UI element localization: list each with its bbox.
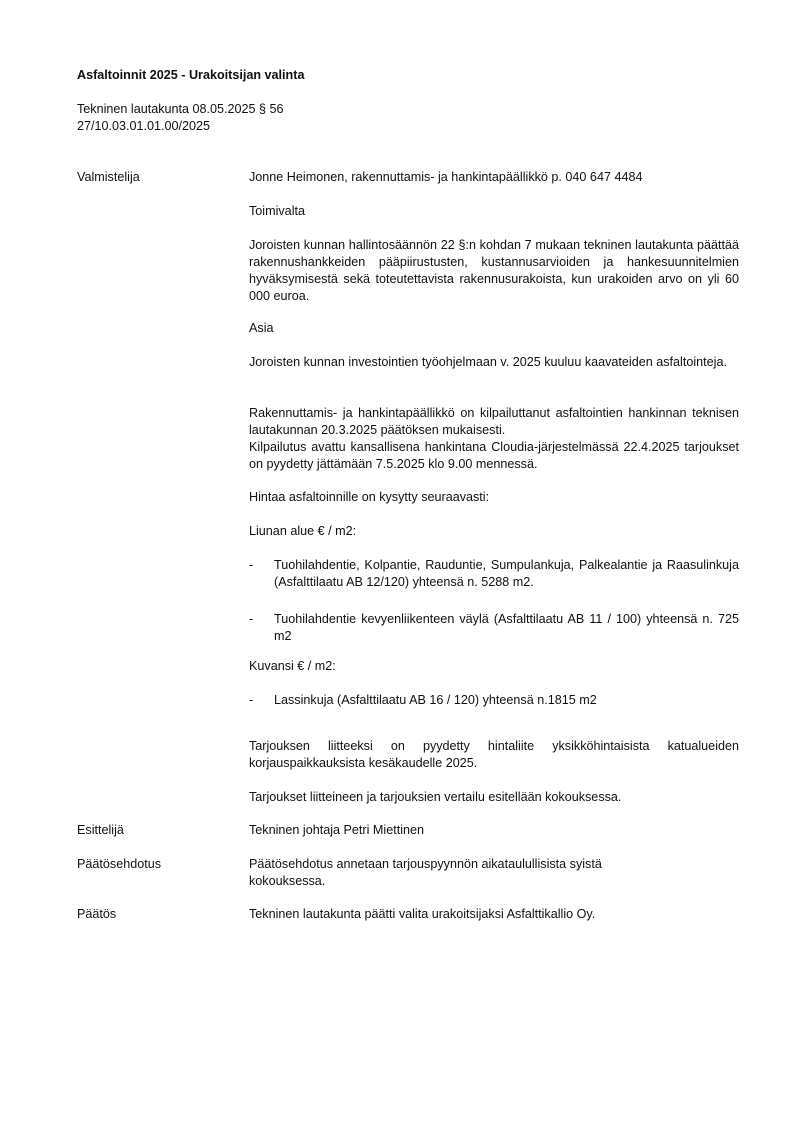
record-number: 27/10.03.01.01.00/2025 [77, 119, 211, 133]
preparer-label: Valmistelija [77, 170, 140, 184]
bullet-dash: - [249, 612, 254, 626]
subject-text-1: Joroisten kunnan investointien työohjelmaan v. 2025 kuuluu kaavateiden asfaltointeja. [249, 355, 727, 369]
presenter-value: Tekninen johtaja Petri Miettinen [249, 823, 425, 837]
area1-title: Liunan alue € / m2: [249, 524, 357, 538]
authority-text: Joroisten kunnan hallintosäännön 22 §:n kohdan 7 mukaan tekninen lautakunta päättää rakennushankkeiden pääpiirustusten, kustannusarvioiden ja hankesuunnitelmien hyväksymisestä sekä toteutettavista rakennusurakoista, kun urakoiden arvo on yli 60 000 euroa. [249, 238, 739, 303]
meeting-reference: Tekninen lautakunta 08.05.2025 § 56 [77, 102, 284, 116]
attachment-text: Tarjouksen liitteeksi on pyydetty hintaliite yksikköhintaisista katualueiden korjauspaikkauksista kesäkaudelle 2025. [249, 739, 739, 770]
proposal-value: Päätösehdotus annetaan tarjouspyynnön aikataulullisista syistä kokouksessa. [249, 857, 602, 888]
presenter-label: Esittelijä [77, 823, 124, 837]
list-item-text: Lassinkuja (Asfalttilaatu AB 16 / 120) yhteensä n.1815 m2 [274, 693, 597, 707]
proposal-label: Päätösehdotus [77, 857, 162, 871]
list-item-text: Tuohilahdentie, Kolpantie, Rauduntie, Sumpulankuja, Palkealantie ja Raasulinkuja (Asfalttilaatu AB 12/120) yhteensä n. 5288 m2. [274, 558, 739, 589]
subject-text-2a: Rakennuttamis- ja hankintapäällikkö on kilpailuttanut asfaltointien hankinnan teknisen lautakunnan 20.3.2025 päätöksen mukaisesti. [249, 406, 739, 437]
bullet-dash: - [249, 558, 254, 572]
section-subject-heading: Asia [249, 321, 274, 335]
document-title: Asfaltoinnit 2025 - Urakoitsijan valinta [77, 68, 305, 82]
preparer-value: Jonne Heimonen, rakennuttamis- ja hankintapäällikkö p. 040 647 4484 [249, 170, 643, 184]
list-item-text: Tuohilahdentie kevyenliikenteen väylä (Asfalttilaatu AB 11 / 100) yhteensä n. 725 m2 [274, 612, 739, 643]
bullet-dash: - [249, 693, 254, 707]
comparison-text: Tarjoukset liitteineen ja tarjouksien vertailu esitellään kokouksessa. [249, 790, 622, 804]
area2-title: Kuvansi € / m2: [249, 659, 336, 673]
decision-label: Päätös [77, 907, 117, 921]
decision-value: Tekninen lautakunta päätti valita urakoitsijaksi Asfalttikallio Oy. [249, 907, 596, 921]
subject-text-2b: Kilpailutus avattu kansallisena hankintana Cloudia-järjestelmässä 22.4.2025 tarjoukset on pyydetty jättämään 7.5.2025 klo 9.00 mennessä. [249, 440, 739, 471]
price-intro: Hintaa asfaltoinnille on kysytty seuraavasti: [249, 490, 490, 504]
section-authority-heading: Toimivalta [249, 204, 305, 218]
